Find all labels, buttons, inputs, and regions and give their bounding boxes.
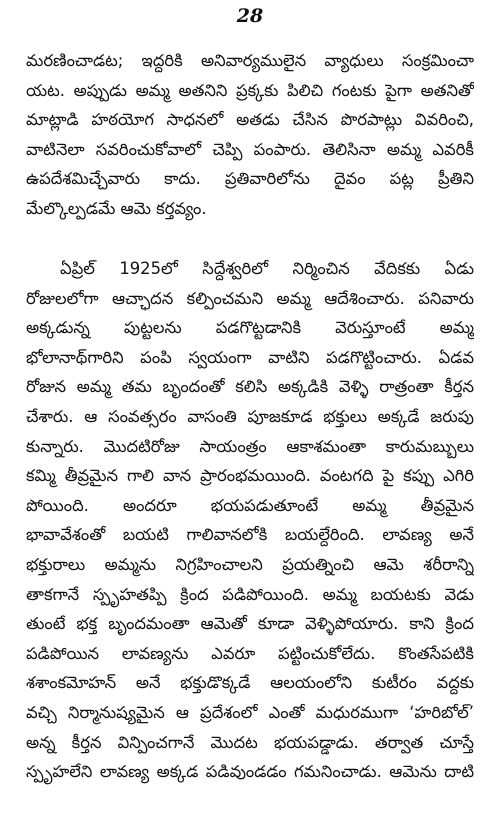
text-line: తుంటే భక్త బృందమంతా ఆమెతో కూడా వెళ్ళిపోయారు. కాని క్రింద bbox=[26, 614, 474, 634]
text-line: రోజున అమ్మ తమ బృందంతో కలిసి అక్కడికి వెళ్ళి రాత్రంతా కీర్తన bbox=[26, 377, 474, 397]
text-line: వచ్చి నిర్మానుష్యమైన ఆ ప్రదేశంలో ఎంతో మధురముగా ‘హరిబోల్’ bbox=[26, 702, 474, 722]
text-line: స్పృహలేని లావణ్య అక్కడ పడివుండడం గమనించాడు. ఆమెను దాటి bbox=[26, 762, 474, 782]
text-line: ఏప్రిల్ 1925లో సిద్దేశ్వరిలో నిర్మించిన వేదికకు ఏడు bbox=[60, 259, 474, 278]
text-line: మాట్లాడి హఠయోగ సాధనలో అతడు చేసిన పొరపాట్లు వివరించి, bbox=[26, 110, 474, 130]
text-line: శశాంకమోహన్ అనే భక్తుడొక్కడే ఆలయంలోని కుటీరం వద్దకు bbox=[26, 673, 474, 693]
text-line: మరణించాడట; ఇద్దరికి అనివార్యములైన వ్యాధులు సంక్రమించా bbox=[26, 51, 474, 70]
text-line: మేల్కొల్పడమే ఆమె కర్తవ్యం. bbox=[26, 198, 207, 218]
paragraph-1 bbox=[26, 46, 474, 224]
text-line: పోయింది. అందరూ భయపడుతూంటే అమ్మ తీవ్రమైన bbox=[26, 495, 474, 515]
text-line: భక్తురాలు అమ్మను నిగ్రహించాలని ప్రయత్నించి ఆమె శరీరాన్ని bbox=[26, 554, 474, 574]
text-line: తాకగానే స్పృహతప్పి క్రింద పడిపోయింది. అమ్మ బయటకు వెడు bbox=[26, 584, 474, 604]
text-line: అక్కడున్న పుట్టలను పడగొట్టడానికి వెరుస్తూంటే అమ్మ bbox=[26, 318, 474, 338]
text-line: చేశారు. ఆ సంవత్సరం వాసంతి పూజకూడ భక్తులు అక్కడే జరుపు bbox=[26, 406, 474, 426]
text-line: భోలానాథ్‌గారిని పంపి స్వయంగా వాటిని పడగొట్టించారు. ఏడవ bbox=[26, 347, 474, 367]
text-line: వాటినెలా సవరించుకోవాలో చెప్పి పంపారు. తెలిసినా అమ్మ ఎవరికీ bbox=[26, 139, 474, 159]
text-line: కమ్మి తీవ్రమైన గాలి వాన ప్రారంభమయింది. వంటగది పై కప్పు ఎగిరి bbox=[26, 466, 474, 486]
text-line: యట. అప్పుడు అమ్మ అతనిని ప్రక్కకు పిలిచి గంటకు పైగా అతనితో bbox=[26, 80, 474, 100]
text-line: ఉపదేశమిచ్చేవారు కాదు. ప్రతివారిలోను దైవం పట్ల ప్రీతిని bbox=[26, 169, 474, 189]
text-line: పడిపోయిన లావణ్యను ఎవరూ పట్టించుకోలేదు. కొంతసేపటికి bbox=[26, 643, 474, 663]
page-number: 28 bbox=[236, 5, 264, 27]
text-line: కున్నారు. మొదటిరోజు సాయంత్రం ఆకాశమంతా కారుమబ్బులు bbox=[26, 436, 474, 456]
paragraph-2 bbox=[26, 254, 474, 787]
text-line: అన్న కీర్తన విన్పించగానే మొదట భయపడ్డాడు. తర్వాత చూస్తే bbox=[26, 732, 474, 752]
text-line: రోజులలోగా ఆచ్ఛాదన కల్పించమని అమ్మ ఆదేశించారు. పనివారు bbox=[26, 288, 474, 308]
text-line: భావావేశంతో బయటి గాలివానలోకి బయల్దేరింది. లావణ్య అనే bbox=[26, 525, 474, 545]
